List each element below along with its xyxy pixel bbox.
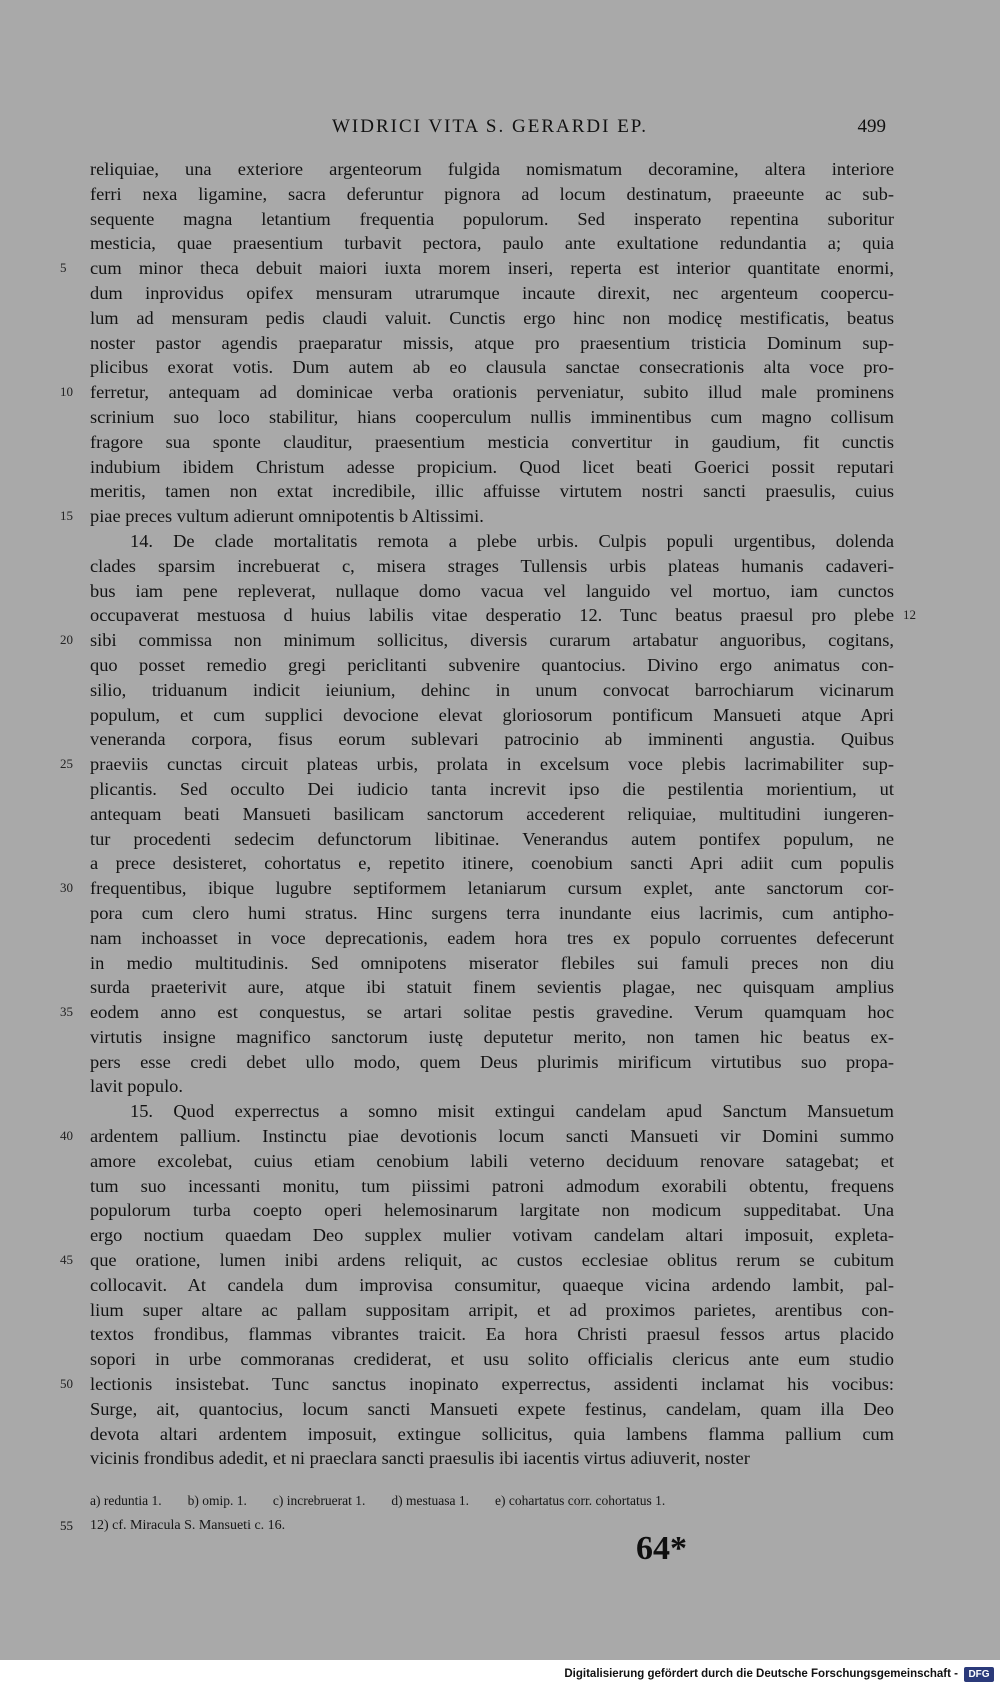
text-line [90,306,894,331]
text-line [90,703,894,728]
text-line [90,405,894,430]
line-text: meritis, tamen non extat incredibile, illic affuisse virtutem nostri sancti praesulis, cuius [90,481,894,502]
text-line [90,479,894,504]
text-line [90,579,894,604]
line-text: vicinis frondibus adedit, et ni praeclara sancti praesulis ibi iacentis virtus adiuverit, noster [90,1448,750,1469]
line-text: antequam beati Mansueti basilicam sanctorum accederent reliquiae, multitudini iungeren- [90,803,894,824]
text-line [90,851,894,876]
text-line [60,1000,894,1025]
text-line [90,1322,894,1347]
line-text: collocavit. At candela dum improvisa consumitur, quaeque vicina ardendo lambit, pal- [90,1274,894,1295]
line-text: ferri nexa ligamine, sacra deferuntur pignora ad locum destinatum, praeeunte ac sub- [90,183,894,204]
signature-mark: 64* [636,1530,687,1567]
text-line [90,455,894,480]
line-text: populum, et cum supplici devocione elevat gloriosorum pontificum Mansueti atque Apri [90,704,894,725]
text-line [60,504,894,529]
line-text: sibi commissa non minimum sollicitus, diversis curarum artabatur anguoribus, cogitans, [90,630,894,651]
text-line [90,1347,894,1372]
line-text: indubium ibidem Christum adesse propicium. Quod licet beati Goerici possit reputari [90,456,894,477]
line-text: Surge, ait, quantocius, locum sancti Mansueti expete festinus, candelam, quam illa Deo [90,1398,894,1419]
line-text: scrinium suo loco stabilitur, hians cooperculum nullis imminentibus cum magno collisum [90,406,894,427]
text-line [90,777,894,802]
text-line [90,430,894,455]
line-text: devota altari ardentem imposuit, extingue sollicitus, quia lambens flamma pallium cum [90,1423,894,1444]
text-line [90,1223,894,1248]
text-line [60,1124,894,1149]
line-text: ardentem pallium. Instinctu piae devotionis locum sancti Mansueti vir Domini summo [90,1126,894,1147]
line-text: a prece desisteret, cohortatus e, repetito itinere, coenobium sancti Apri adiit cum populis [90,853,894,874]
text-line [90,1446,894,1471]
line-text: mesticia, quae praesentium turbavit pectora, paulo ante exultatione redundantia a; quia [90,233,894,254]
line-text: dum inprovidus opifex mensuram utrarumque incaute direxit, nec argenteum coopercu- [90,282,894,303]
running-title: WIDRICI VITA S. GERARDI EP. [331,116,649,137]
text-line [90,951,894,976]
line-number: 35 [60,1004,73,1020]
funding-credit: Digitalisierung gefördert durch die Deutsche Forschungsgemeinschaft - [564,1668,958,1680]
text-line [90,1422,894,1447]
line-text: lavit populo. [90,1076,183,1097]
line-text: occupaverat mestuosa d huius labilis vitae desperatio 12. Tunc beatus praesul pro plebe [90,605,894,626]
line-number: 15 [60,508,73,524]
line-text: silio, triduanum indicit ieiunium, dehinc in unum convocat barrochiarum vicinarum [90,679,894,700]
line-text: lectionis insistebat. Tunc sanctus inopinato experrectus, assidenti inclamat his vocibus: [90,1374,894,1395]
line-number: 25 [60,756,73,772]
line-text: lium super altare ac pallam suppositam arripit, et ad proximos parietes, arentibus con- [90,1299,894,1320]
text-line [90,529,894,554]
page-header [90,116,890,146]
line-text: in medio multitudinis. Sed omnipotens miserator flebiles sui famuli preces non diu [90,952,894,973]
text-line [90,678,894,703]
apparatus-note: a) reduntia 1. [90,1493,162,1508]
source-note [60,1514,910,1538]
text-line [90,901,894,926]
text-line [90,1074,894,1099]
line-text: amore excolebat, cuius etiam cenobium labili veterno deciduum renovare satagebat; et [90,1150,894,1171]
text-line [90,1025,894,1050]
line-text: tum suo incessanti monitu, tum piissimi patroni admodum exorabili obtentu, frequens [90,1175,894,1196]
apparatus-notes [90,1490,910,1512]
line-text: populorum turba coepto operi helemosinarum largitate non modicum suppeditabat. Una [90,1200,894,1221]
line-text: que oratione, lumen inibi ardens reliquit, ac custos ecclesiae oblitus rerum se cubitum [90,1250,894,1271]
line-number: 20 [60,632,73,648]
text-line [90,231,894,256]
line-text: sequente magna letantium frequentia populorum. Sed insperato repentina suboritur [90,208,894,229]
text-line [90,1174,894,1199]
text-line [90,603,916,628]
text-line [90,1099,894,1124]
text-line [90,653,894,678]
text-line [90,281,894,306]
line-number: 55 [60,1518,73,1533]
text-line [60,380,894,405]
line-text: frequentibus, ibique lugubre septiformem letaniarum cursum explet, ante sanctorum cor- [90,878,894,899]
text-line [90,1273,894,1298]
line-text: piae preces vultum adierunt omnipotentis b Altissimi. [90,506,484,527]
text-line [90,727,894,752]
line-text: cum minor theca debuit maiori iuxta morem inseri, reperta est interior quantitate enormi, [90,258,894,279]
footnotes [60,1490,910,1538]
line-text: fragore sua sponte clauditur, praesentium mesticia convertitur in gaudium, fit cunctis [90,431,894,452]
line-text: tur procedenti sedecim defunctorum libitinae. Venerandus autem pontifex populum, ne [90,828,894,849]
text-line [90,1198,894,1223]
line-text: pora cum clero humi stratus. Hinc surgens terra inundante eius lacrimis, cum antipho- [90,902,894,923]
text-line [60,256,894,281]
text-line [90,331,894,356]
line-text: eodem anno est conquestus, se artari solitae pestis gravedine. Verum quamquam hoc [90,1002,894,1023]
line-text: reliquiae, una exteriore argenteorum fulgida nomismatum decoramine, altera interiore [90,159,894,179]
text-line [90,975,894,1000]
text-line [60,628,894,653]
line-text: quo posset remedio gregi periclitanti subvenire quantocius. Divino ergo animatus con- [90,654,894,675]
text-line [90,1149,894,1174]
text-line [60,876,894,901]
text-line [90,926,894,951]
source-note-text: 12) cf. Miracula S. Mansueti c. 16. [90,1518,286,1533]
line-number: 45 [60,1252,73,1268]
line-text: bus iam pene repleverat, nullaque domo vacua vel languido vel mortuo, iam cunctos [90,580,894,601]
line-text: praeviis cunctas circuit plateas urbis, prolata in excelsum voce plebis lacrimabiliter sup- [90,754,894,775]
credit-bar [0,1660,1000,1691]
text-line [90,157,894,182]
line-text: noster pastor agendis praeparatur missis, atque pro praesentium tristicia Dominum sup- [90,332,894,353]
line-text: surda praeterivit aure, atque ibi statuit finem sevientis plagae, nec quisquam amplius [90,977,894,998]
apparatus-note: d) mestuasa 1. [391,1493,470,1508]
line-text: plicibus exorat votis. Dum autem ab eo clausula sanctae consecrationis alta voce pro- [90,357,894,378]
text-line [90,207,894,232]
line-text: sopori in urbe commoranas crediderat, et usu solito officialis clericus ante eum studio [90,1349,894,1370]
text-line [90,1397,894,1422]
line-text: textos frondibus, flammas vibrantes traicit. Ea hora Christi praesul fessos artus placido [90,1324,894,1345]
line-number: 5 [60,260,67,276]
line-number: 50 [60,1376,73,1392]
line-text: plicantis. Sed occulto Dei iudicio tanta increvit ipso die pestilentia morientium, ut [90,778,894,799]
line-text: nam inchoasset in voce deprecationis, eadem hora tres ex populo corruentes defecerunt [90,927,894,948]
line-number: 40 [60,1128,73,1144]
line-text: ferretur, antequam ad dominicae verba orationis perveniatur, subito illud male prominens [90,382,894,403]
line-text: clades sparsim increbuerat c, misera strages Tullensis urbis plateas humanis cadaveri- [90,555,894,576]
line-text: ergo noctium quaedam Deo supplex mulier votivam candelam altari imposuit, expleta- [90,1225,894,1246]
page-number: 499 [857,116,886,137]
text-line [90,1298,894,1323]
text-line [90,827,894,852]
text-line [60,752,894,777]
line-number: 10 [60,384,73,400]
apparatus-note: b) omip. 1. [187,1493,247,1508]
text-line [90,802,894,827]
text-line [90,355,894,380]
line-text: 15. Quod experrectus a somno misit extingui candelam apud Sanctum Mansuetum [130,1101,894,1122]
text-line [90,1050,894,1075]
line-text: 14. De clade mortalitatis remota a plebe urbis. Culpis populi urgentibus, dolenda [130,530,894,551]
line-text: lum ad mensuram pedis claudi valuit. Cunctis ergo hinc non modicę mestificatis, beatus [90,307,894,328]
text-line [90,182,894,207]
margin-note: 12 [903,607,916,623]
line-text: pers esse credi debet ullo modo, quem Deus plurimis mirificum virtutibus suo propa- [90,1051,894,1072]
text-line [90,554,894,579]
line-text: virtutis insigne magnifico sanctorum iustę deputetur merito, non tamen hic beatus ex- [90,1026,894,1047]
line-number: 30 [60,880,73,896]
dfg-logo: DFG [964,1667,994,1682]
line-text: veneranda corpora, fisus eorum sublevari patrocinio ab imminenti angustia. Quibus [90,729,894,750]
body-text [60,157,916,1471]
apparatus-note: e) cohartatus corr. cohortatus 1. [495,1493,666,1508]
apparatus-note: c) increbruerat 1. [272,1493,366,1508]
text-line [60,1372,894,1397]
text-line [60,1248,894,1273]
